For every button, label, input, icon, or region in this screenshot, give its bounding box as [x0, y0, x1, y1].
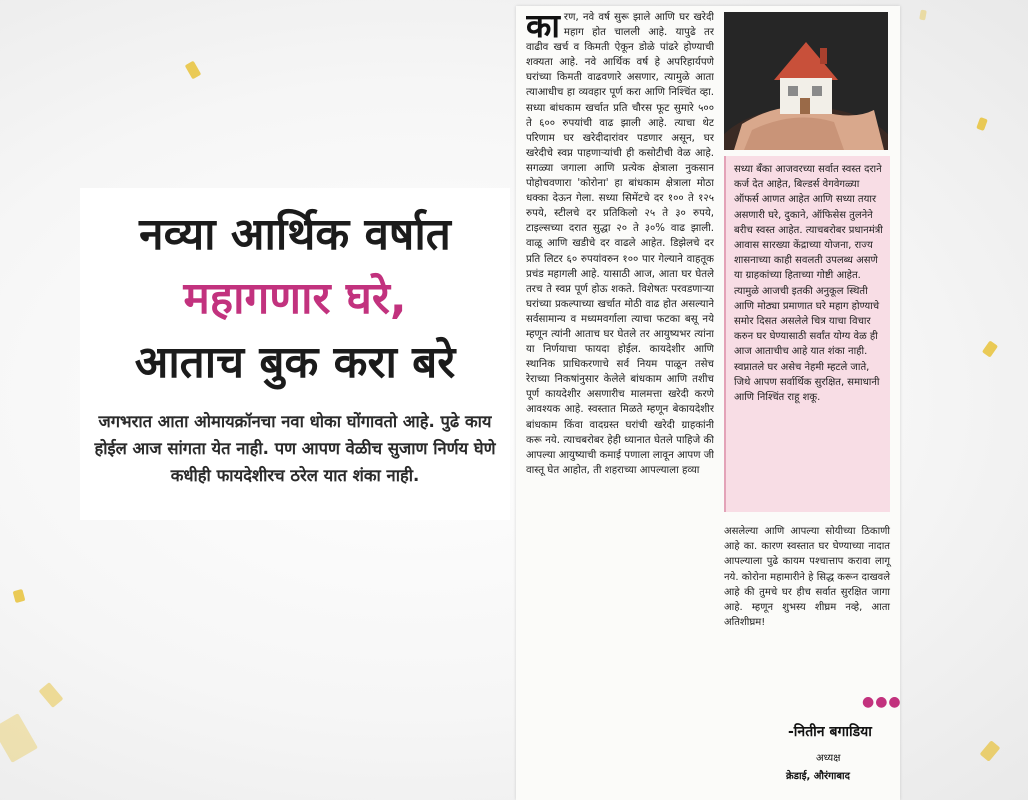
headline-card	[80, 188, 510, 520]
confetti-piece	[980, 740, 1001, 762]
headline-line-2: महागणार घरे,	[183, 273, 407, 324]
newspaper-article	[516, 6, 900, 800]
highlight-text: सध्या बँका आजवरच्या सर्वात स्वस्त दराने कर्ज देत आहेत, बिल्डर्स वेगवेगळ्या ऑफर्स आणत आहेत आणि सध्या तयार असणारी घरे, दुकाने, ऑफिसेस तुलनेने बरीच स्वस्त आहेत. त्याचबरोबर प्रधानमंत्री आवास सारख्या केंद्राच्या योजना, राज्य शासनाच्या काही सवलती उपलब्ध असणे या ग्राहकांच्या हिताच्या गोष्टी आहेत. त्यामुळे आजची इतकी अनुकूल स्थिती आणि मोठ्या प्रमाणात घरे महाग होण्याचे समोर दिसत असलेले चित्र याचा विचार करुन घर घेण्यासाठी सर्वांत योग्य वेळ ही आज आताचीच आहे यात शंका नाही. स्वप्नातले घर असेच नेहमी म्हटले जाते, जिथे आपण सर्वार्थिक सुरक्षित, समाधानी आणि निश्चिंत राहू शकू.	[734, 164, 883, 404]
confetti-piece	[185, 61, 202, 80]
house-in-hands-icon	[724, 12, 888, 150]
author-organization: क्रेडाई, औरंगाबाद	[786, 771, 850, 782]
article-left-text: रण, नवे वर्ष सुरू झाले आणि घर खरेदी महाग होत चालली आहे. यापुढे तर वाढीव खर्च व किमती ऐकून डोळे पांढरे होण्याची शक्यता आहे. नवे आर्थिक वर्ष हे अपरिहार्यपणे घरांच्या किमती वाढवणारे असणार, त्यामुळे आता त्याआधीच हा व्यवहार पूर्ण करा आणि निश्चिंत व्हा. सध्या बांधकाम खर्चात प्रति चौरस फूट सुमारे ५०० ते ६०० रुपयांची वाढ झाली आहे. त्याचा थेट परिणाम घर खरेदीदारांवर पडणार असून, घर खरेदीचे स्वप्न पाहणाऱ्यांची ही कसोटीची वेळ आहे. सगळ्या जगाला आणि प्रत्येक क्षेत्राला नुकसान पोहोचवणारा 'कोरोना' हा बांधकाम क्षेत्राला मोठा धक्का देऊन गेला. सध्या सिमेंटचे दर १०० ते १२५ रुपये, स्टीलचे दर प्रतिकिलो २५ ते ३० रुपये, टाइल्सच्या दरात सुद्धा २० ते ३०% वाढ झाली. वाळू आणि खडीचे दर वाढले आहेत. डिझेलचे दर प्रति लिटर ६० रुपयांवरुन १०० पार गेल्याने वाहतूक प्रचंड महागली आहे. यासाठी आज, आता घर घेतले तरच ते स्वप्न पूर्ण होऊ शकते. विशेषतः परवडणाऱ्या घरांच्या प्रकल्पाच्या खर्चात मोठी वाढ होत असल्याने सर्वसामान्य व मध्यमवर्गाला त्याचा फटका बसू नये म्हणून त्यांनी आताच घर घेतले तर आयुष्यभर त्यांना या निर्णयाचा फायदा होईल. कायदेशीर आणि स्थानिक प्राधिकरणाचे सर्व नियम पाळून तसेच रेराच्या निकषांनुसार केलेले बांधकाम आणि तशीच पूर्ण कायदेशीर असणारीच मालमत्ता खरेदी करणे आवश्यक आहे. स्वस्तात मिळते म्हणून बेकायदेशीर बांधकाम किंवा वादग्रस्त घरांची खरेदी ग्राहकांनी करू नये. त्याचबरोबर हेही ध्यानात घेतले पाहिजे की आपल्या आयुष्याची कमाई पणाला लावून आपण जी वास्तू घेत आहोत, ती शहराच्या आपल्याला हव्या	[526, 12, 714, 476]
article-left-column	[526, 10, 714, 794]
confetti-piece	[39, 682, 64, 708]
headline-line-3: आताच बुक करा बरे	[134, 337, 456, 388]
article-right-column: असलेल्या आणि आपल्या सोयीच्या ठिकाणी आहे का. कारण स्वस्तात घर घेण्याच्या नादात आपल्याला पुढे कायम पश्चात्ताप करावा लागू नये. कोरोना महामारीने हे सिद्ध करून दाखवले आहे की तुमचे घर हीच सर्वात सुरक्षित जागा आहे. म्हणून शुभस्य शीघ्रम नव्हे, आता अतिशीघ्रम!	[724, 526, 890, 629]
author-byline: -नितीन बगाडिया	[788, 724, 872, 740]
ornament-dots: ●●●	[862, 694, 902, 710]
highlight-box	[724, 156, 890, 512]
headline-line-1: नव्या आर्थिक वर्षात	[139, 209, 451, 260]
confetti-piece	[0, 713, 38, 763]
confetti-piece	[919, 10, 927, 21]
author-designation: अध्यक्ष	[816, 753, 841, 764]
house-photo-illustration	[724, 12, 888, 150]
headline-subtext: जगभरात आता ओमायक्रॉनचा नवा धोका घोंगावतो आहे. पुढे काय होईल आज सांगता येत नाही. पण आपण वेळीच सुजाण निर्णय घेणे कधीही फायदेशीरच ठरेल यात शंका नाही.	[94, 412, 496, 485]
confetti-piece	[982, 340, 998, 357]
confetti-piece	[976, 117, 988, 131]
article-dropcap: का	[526, 10, 560, 45]
confetti-piece	[13, 589, 26, 603]
